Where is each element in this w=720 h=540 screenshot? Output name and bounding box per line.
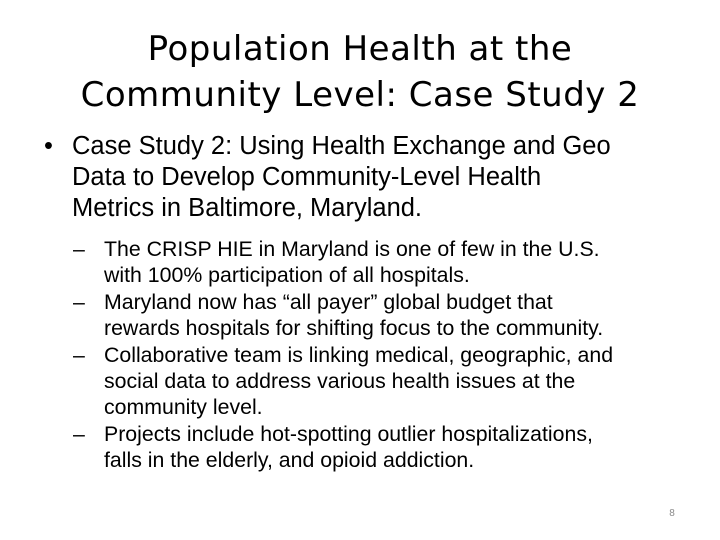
sub-bullet-line: with 100% participation of all hospitals. [104, 263, 470, 288]
sub-bullet-list [73, 236, 693, 474]
title-line: Community Level: Case Study 2 [80, 75, 640, 115]
bullet-marker: • [44, 132, 53, 160]
sub-bullet-marker: – [73, 289, 85, 314]
sub-bullet-line: falls in the elderly, and opioid addiction. [104, 448, 475, 473]
sub-bullet-marker: – [73, 342, 85, 367]
main-bullet-line: Metrics in Baltimore, Maryland. [72, 194, 423, 222]
main-bullet-line: Data to Develop Community-Level Health [72, 163, 542, 191]
sub-bullet-line: community level. [104, 395, 263, 420]
main-bullet-line: Case Study 2: Using Health Exchange and Geo [72, 132, 611, 160]
main-bullet-text [72, 131, 694, 224]
page-number: 8 [669, 508, 675, 519]
title-line: Population Health at the [147, 29, 573, 69]
sub-bullet-line: rewards hospitals for shifting focus to the community. [104, 316, 604, 341]
sub-bullet-line: The CRISP HIE in Maryland is one of few in the U.S. [104, 237, 600, 261]
sub-bullet [73, 236, 693, 289]
sub-bullet-line: Collaborative team is linking medical, geographic, and [104, 342, 614, 367]
sub-bullet-line: social data to address various health issues at the [104, 369, 576, 394]
sub-bullet-marker: – [73, 237, 85, 261]
sub-bullet [73, 289, 693, 342]
sub-bullet-line: Projects include hot-spotting outlier hospitalizations, [104, 421, 593, 446]
sub-bullet-text [104, 421, 693, 474]
sub-bullet-text [104, 342, 693, 421]
main-bullet [44, 131, 694, 224]
sub-bullet [73, 421, 693, 474]
sub-bullet-marker: – [73, 421, 85, 446]
sub-bullet-line: Maryland now has “all payer” global budget that [104, 289, 553, 314]
sub-bullet-text [104, 236, 693, 289]
sub-bullet [73, 342, 693, 421]
sub-bullet-text [104, 289, 693, 342]
slide-title [20, 26, 700, 118]
